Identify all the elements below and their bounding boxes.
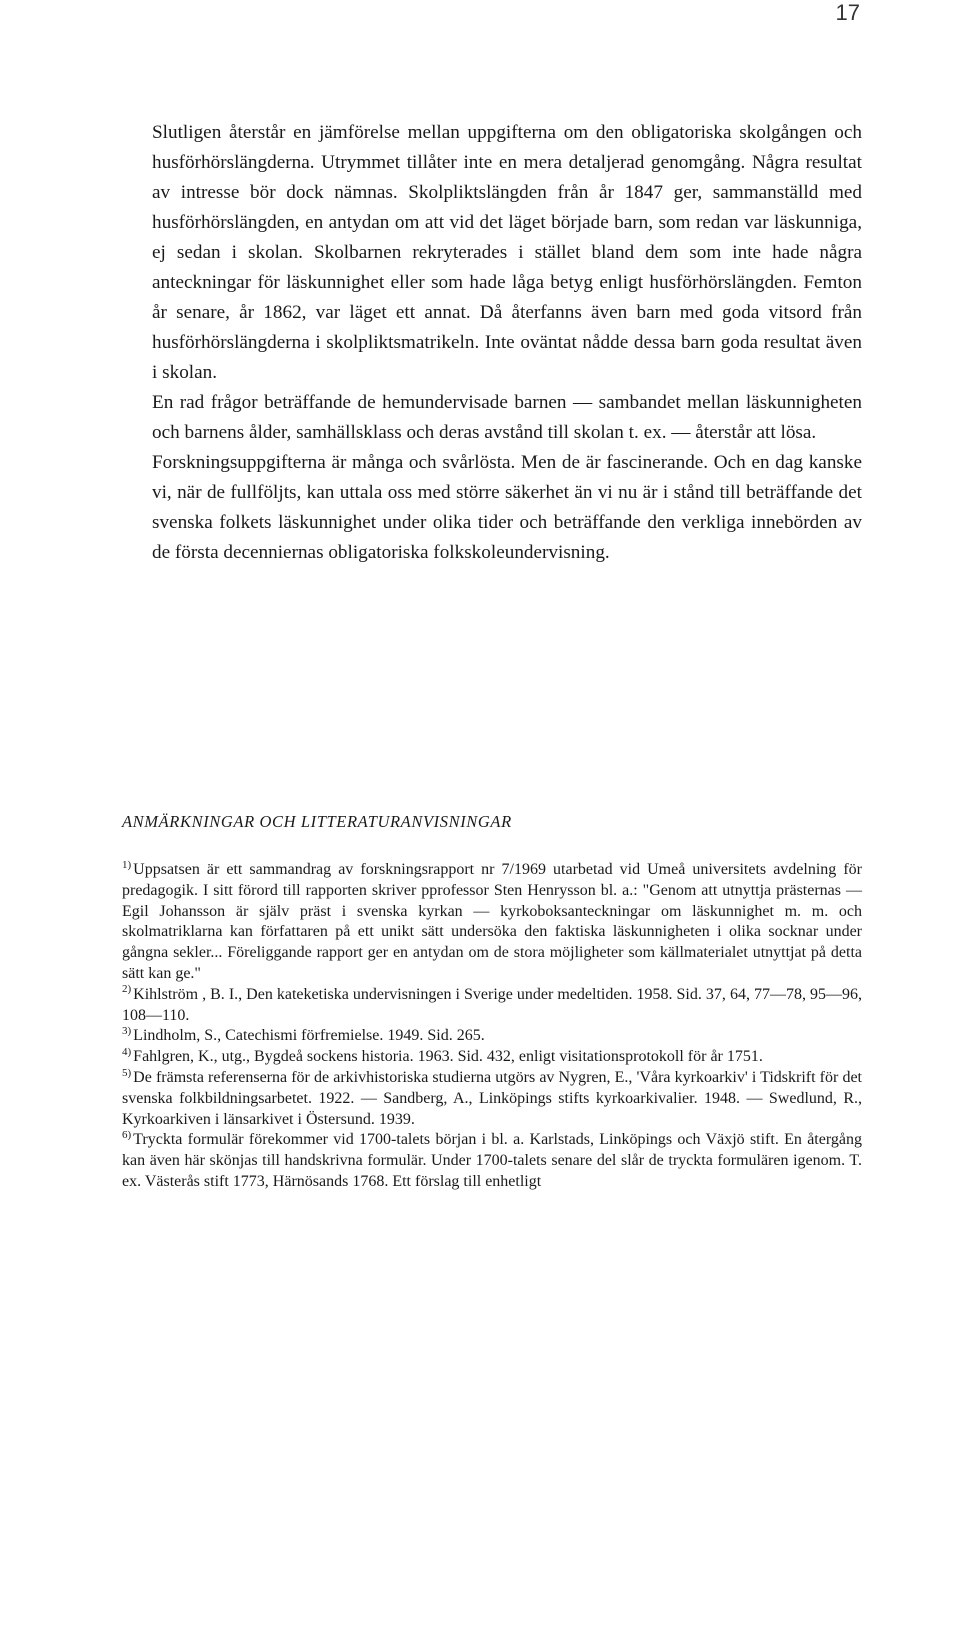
note-text: Kihlström , B. I., Den kateketiska undervisningen i Sverige under medeltiden. 1958. Sid. 37, 64, 77—78, 95—96, 108—110. (122, 985, 862, 1024)
note-number: 2) (122, 983, 132, 996)
note-number: 6) (122, 1129, 132, 1142)
paragraph-1: Slutligen återstår en jämförelse mellan uppgifterna om den obligatoriska skolgången och husförhörslängderna. Utrymmet tillåter inte en mera detaljerad genomgång. Några resultat av intresse bör dock nämnas. Skolpliktslängden från år 1847 ger, sammanställd med husförhörslängden, en antydan om att vid det läget började barn, som redan var läskunniga, ej sedan i skolan. Skolbarnen rekryterades i stället bland dem som inte hade några anteckningar för läskunnighet eller som hade låga betyg enligt husförhörslängden. Femton år senare, år 1862, var läget ett annat. Då återfanns även barn med goda vitsord från husförhörslängderna i skolpliktsmatrikeln. Inte oväntat nådde dessa barn goda resultat även i skolan. (152, 122, 862, 383)
note-5 (122, 1068, 862, 1130)
note-number: 5) (122, 1066, 132, 1079)
note-4 (122, 1047, 862, 1068)
note-text: De främsta referenserna för de arkivhistoriska studierna utgörs av Nygren, E., 'Våra kyrkoarkiv' i Tidskrift för det svenska folkbildningsarbetet. 1922. — Sandberg, A., Linköpings stifts kyrkoarkivalier. 1948. — Swedlund, R., Kyrkoarkiven i länsarkivet i Östersund. 1939. (122, 1068, 862, 1128)
note-number: 4) (122, 1045, 132, 1058)
page-number: 17 (835, 0, 860, 25)
note-text: Uppsatsen är ett sammandrag av forskningsrapport nr 7/1969 utarbetad vid Umeå universitets avdelning för predagogik. I sitt förord till rapporten skriver pprofessor Sten Henrysson bl. a.: "Genom att utnyttja prästernas — Egil Johansson är själv präst i svenska kyrkan — kyrkoboksanteckningar om läskunnighet m. m. och skolmatriklarna kan författaren på ett unikt sätt undersöka den faktiska läskunnigheten i olika socknar under gångna sekler... Föreliggande rapport ger en antydan om de stora möjligheter som källmaterialet utnyttjat på detta sätt kan ge." (122, 861, 862, 982)
note-text: Tryckta formulär förekommer vid 1700-talets början i bl. a. Karlstads, Linköpings och Växjö stift. En återgång kan även här skönjas till handskrivna formulär. Under 1700-talets senare del slår de tryckta formulären igenom. T. ex. Västerås stift 1773, Härnösands 1768. Ett förslag till enhetligt (122, 1131, 862, 1190)
note-number: 1) (122, 858, 132, 871)
note-number: 3) (122, 1025, 132, 1038)
note-text: Fahlgren, K., utg., Bygdeå sockens historia. 1963. Sid. 432, enligt visitationsprotokoll för år 1751. (133, 1048, 763, 1066)
notes-heading: ANMÄRKNINGAR OCH LITTERATURANVISNINGAR (122, 812, 512, 831)
note-1 (122, 860, 862, 985)
main-text (152, 118, 862, 568)
paragraph-2: En rad frågor beträffande de hemundervisade barnen — sambandet mellan läskunnigheten och barnens ålder, samhällsklass och deras avstånd till skolan t. ex. — återstår att lösa. (152, 392, 862, 443)
notes-list (122, 860, 862, 1193)
note-6 (122, 1130, 862, 1192)
paragraph-3: Forskningsuppgifterna är många och svårlösta. Men de är fascinerande. Och en dag kanske vi, när de fullföljts, kan uttala oss med större säkerhet än vi nu är i stånd till beträffande det svenska folkets läskunnighet under olika tider och beträffande den verkliga innebörden av de första decenniernas obligatoriska folkskoleundervisning. (152, 452, 862, 563)
note-text: Lindholm, S., Catechismi förfremielse. 1949. Sid. 265. (133, 1027, 485, 1045)
note-3 (122, 1026, 862, 1047)
note-2 (122, 985, 862, 1027)
